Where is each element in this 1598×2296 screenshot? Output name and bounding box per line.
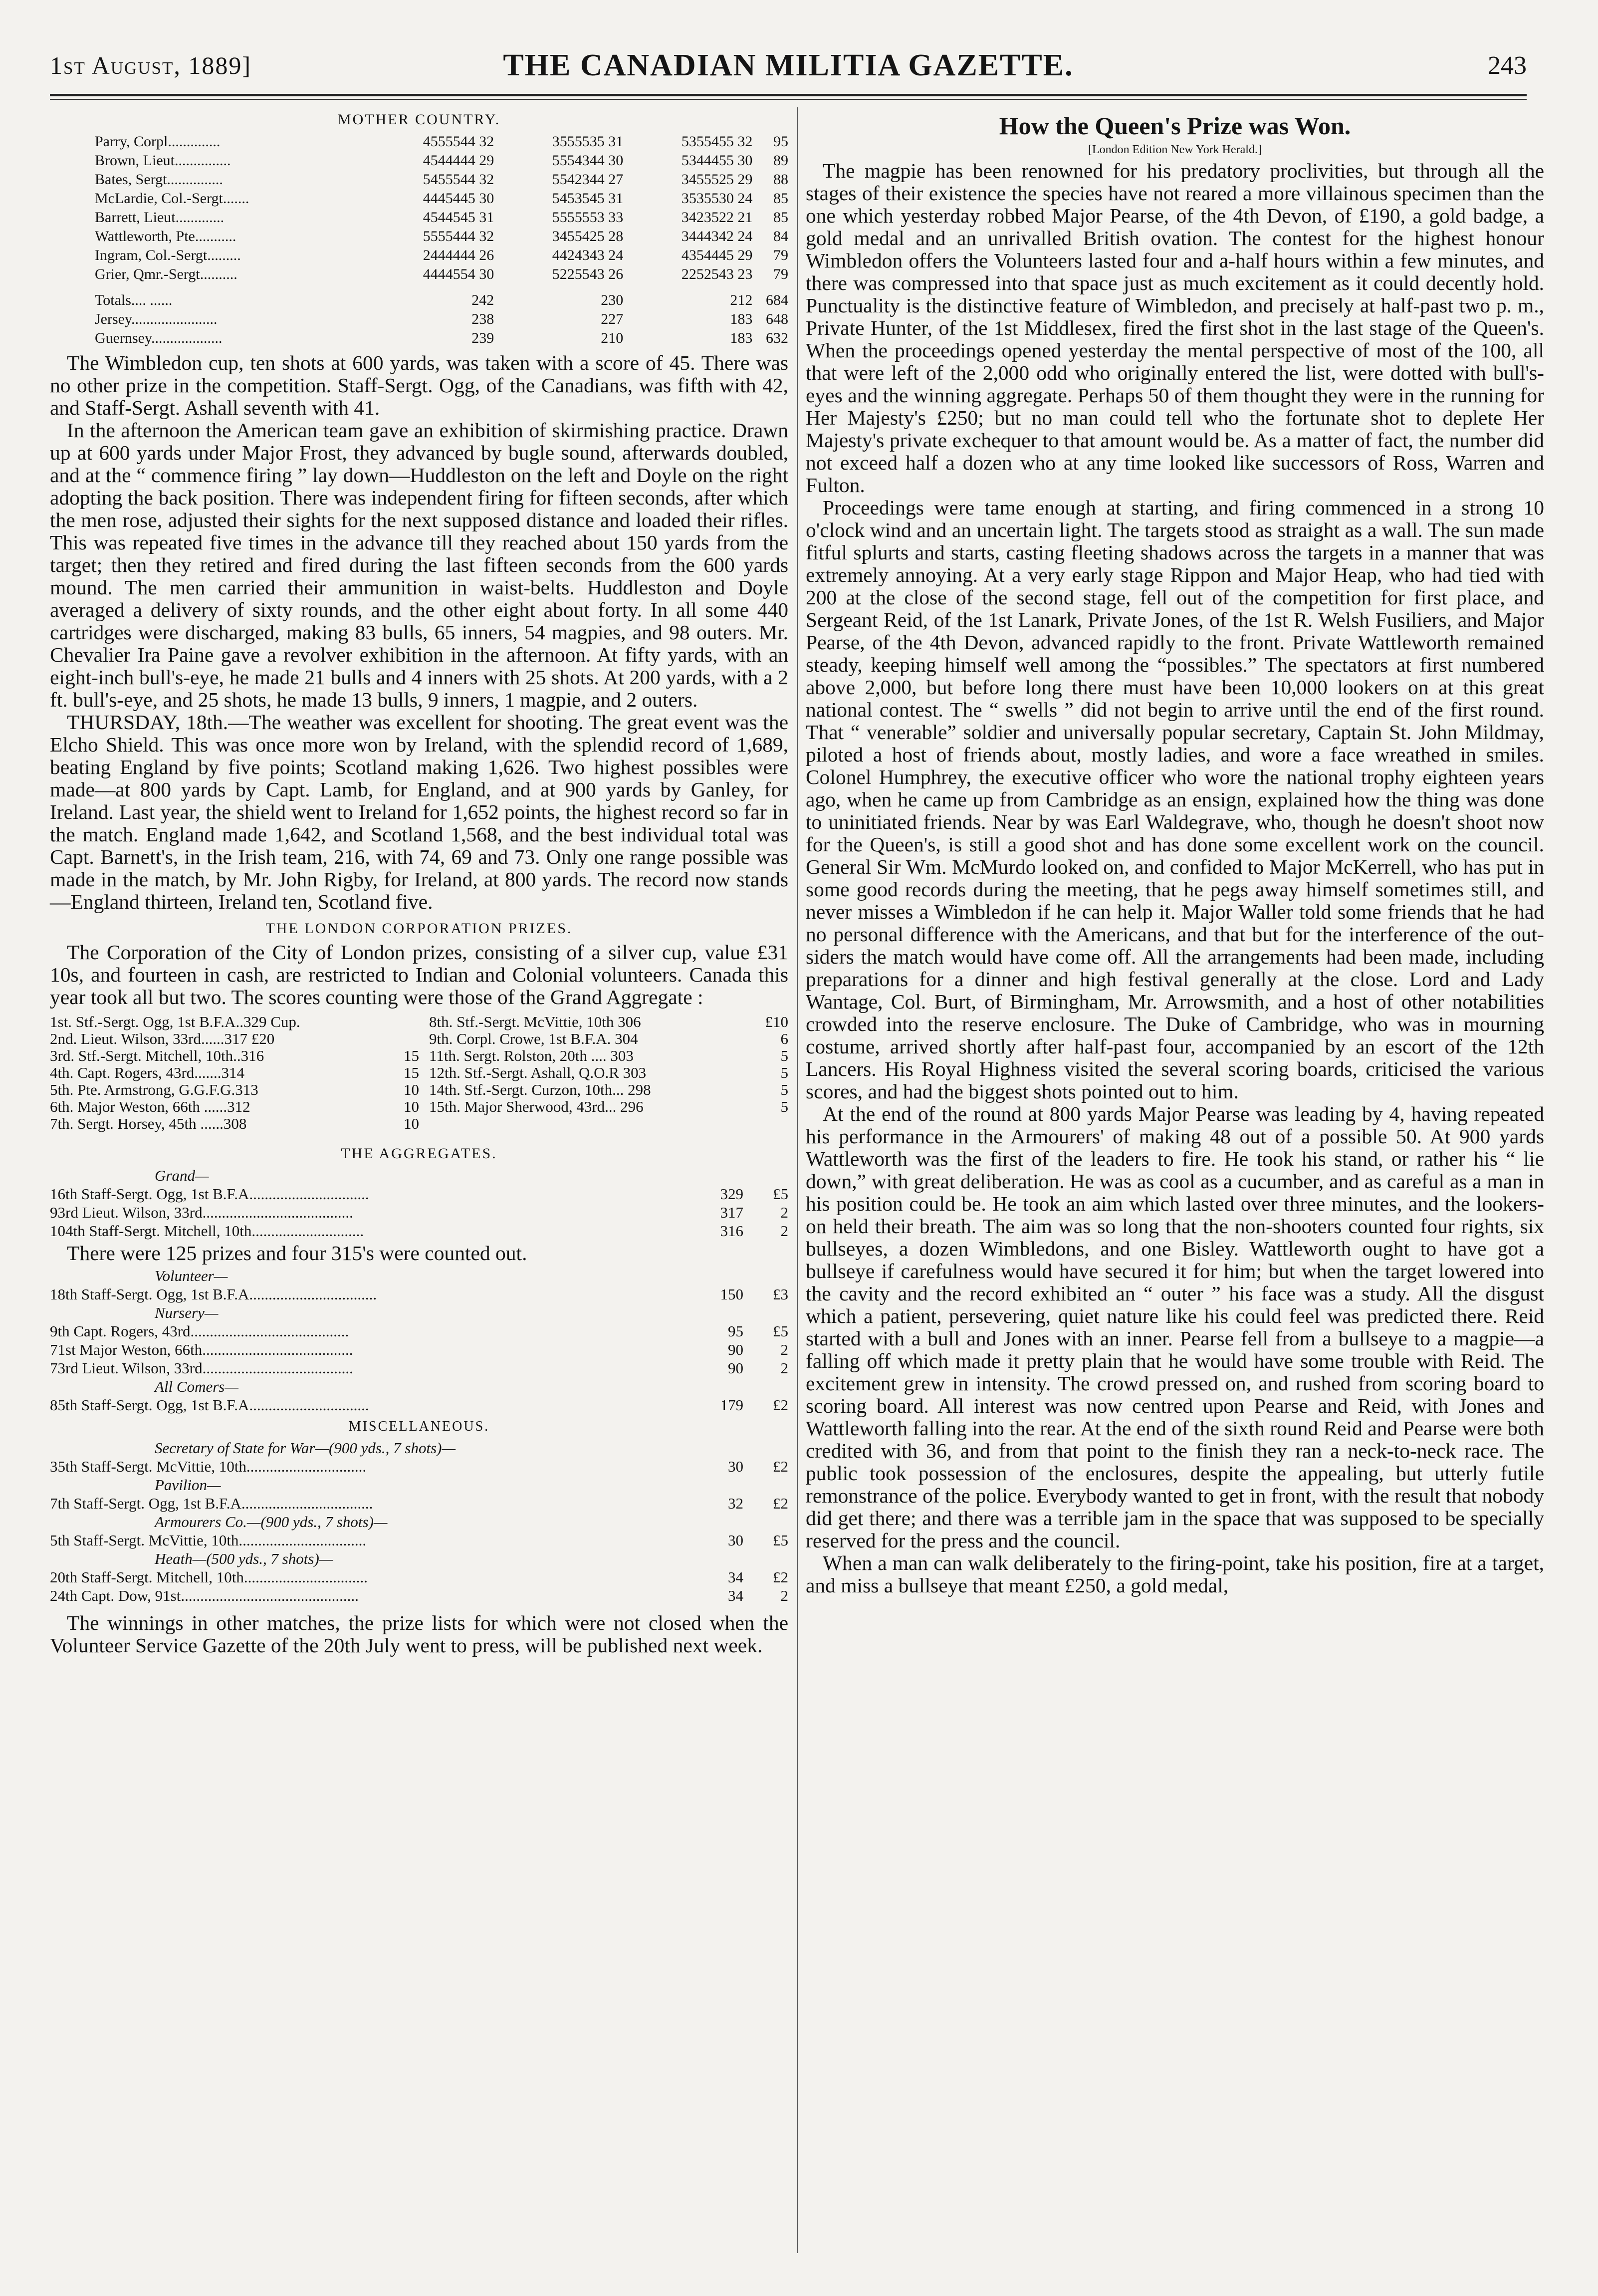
score-cell: 230 [601,292,624,308]
right-column [806,102,1544,2258]
score-cell: Totals.... ...... [95,292,173,308]
aggregate-prize: £5 [773,1185,788,1203]
score-cell: 4444554 30 [423,266,494,282]
score-cell: Bates, Sergt............... [95,171,223,188]
score-cell: 3423522 21 [681,209,753,226]
aggregate-score: 317 [720,1204,743,1221]
score-cell: 238 [471,311,494,327]
aggregate-entry: 71st Major Weston, 66th....................................... [50,1341,353,1358]
aggregate-row [50,1457,788,1476]
score-cell: 5555444 32 [423,228,494,245]
score-cell: 4544444 29 [423,152,494,169]
score-cell: 3444342 24 [681,228,753,245]
aggregate-entry: 104th Staff-Sergt. Mitchell, 10th............................. [50,1222,364,1240]
aggregate-prize: £2 [773,1495,788,1512]
aggregate-row [50,1396,788,1414]
prize-amount: 10 [404,1081,419,1098]
score-cell: 4424343 24 [552,247,624,263]
score-cell: Brown, Lieut............... [95,152,231,169]
score-cell: Ingram, Col.-Sergt......... [95,247,241,263]
aggregate-score: 30 [728,1458,743,1475]
aggregate-score: 90 [728,1359,743,1377]
aggregate-score: 179 [720,1396,743,1414]
prize-amount: 10 [404,1098,419,1115]
score-cell: 4354445 29 [681,247,753,263]
prize-entry: 12th. Stf.-Sergt. Ashall, Q.O.R 303 [429,1064,647,1081]
prize-row [429,1064,788,1081]
score-cell: 242 [471,292,494,308]
score-cell: Parry, Corpl.............. [95,133,221,150]
score-total-row [95,310,788,329]
left-paragraph: In the afternoon the American team gave an exhibition of skirmishing practice. Drawn up at 600 yards under Major Frost, they advanced by bugle sound, afterwards doubled, and at the “ commence firing ” lay down—Huddleston on the left and Doyle on the right adopting the back position. There was independent firing for fifteen seconds, after which the men rose, adjusted their sights for the next supposed distance and loaded their rifles. This was repeated five times in the advance till they reached about 150 yards from the target; then they retired and fired during the last fifteen seconds from the 600 yards mound. The men carried their ammunition in waist-belts. Huddleston and Doyle averaged a delivery of sixty rounds, and the other eight about forty. In all some 440 cartridges were discharged, making 83 bulls, 65 inners, 54 magpies, and 98 outers. Mr. Chevalier Ira Paine gave a revolver exhibition in the afternoon. At fifty yards, with an eight-inch bull's-eye, he made 21 bulls and 4 inners with 25 shots. At 200 yards, with a 2 ft. bull's-eye, and 25 shots, he made 13 bulls, 9 inners, 1 magpie, and 2 outers. [50,419,788,711]
aggregate-label: Pavilion— [155,1476,221,1494]
aggregate-prize: 2 [780,1587,788,1604]
article-paragraph: The magpie has been renowned for his predatory proclivities, but through all the stages of their existence the species have not reared a more villainous specimen than the one which yesterday robbed Major Pearse, of the 4th Devon, of £190, a gold badge, a gold medal and an unrivalled British ovation. The contest for the highest honour Wimbledon offers the Volunteers lasted four and a-half hours within a few minutes, and there was compressed into that space just as much excitement as it could decently hold. Punctuality is the distinctive feature of Wimbledon, and precisely at half-past two p. m., Private Hunter, of the 1st Middlesex, fired the first shot in the last stage of the Queen's. When the proceedings opened yesterday the mental perspective of most of the 100, all that were left of the 2,000 odd who originally entered the list, were dotted with bull's-eyes and the winning aggregate. Perhaps 50 of them thought they were in the running for Her Majesty's £250; but no man could tell who the fortunate shot to deplete Her Majesty's private exchequer to that amount would be. As a matter of fact, the number did not exceed half a dozen who at any time looked like successors of Ross, Warren and Fulton. [806,159,1544,497]
aggregate-score: 329 [720,1185,743,1203]
score-row [95,265,788,284]
left-paragraph: The Wimbledon cup, ten shots at 600 yards, was taken with a score of 45. There was no other prize in the competition. Staff-Sergt. Ogg, of the Canadians, was fifth with 42, and Staff-Sergt. Ashall seventh with 41. [50,351,788,419]
aggregate-row [50,1359,788,1377]
score-row [95,151,788,170]
prize-entry: 3rd. Stf.-Sergt. Mitchell, 10th..316 [50,1047,264,1064]
aggregate-prize: £2 [773,1568,788,1586]
aggregate-entry: 20th Staff-Sergt. Mitchell, 10th................................ [50,1568,368,1586]
prize-amount: £10 [765,1013,788,1030]
prize-row [50,1098,419,1115]
score-cell: 3455425 28 [552,228,624,245]
score-total-row [95,329,788,348]
score-cell: 2444444 26 [423,247,494,263]
aggregate-prize: £2 [773,1458,788,1475]
prize-list-left [50,1014,419,1132]
score-row [95,189,788,208]
aggregate-prize: 2 [780,1222,788,1240]
prize-row [50,1014,419,1030]
score-cell: 5542344 27 [552,171,624,188]
article-paragraph: At the end of the round at 800 yards Major Pearse was leading by 4, having repeated his performance in the Armourers' of making 48 out of a possible 50. At 900 yards Wattleworth was the first of the leaders to fire. He took his stand, or rather his “ lie down,” with great deliberation. He was as cool as a cucumber, and as careful as a man in his position could be. He took an aim which lasted over three minutes, and the lookers-on held their breath. The aim was so long that the non-shooters counted four rights, six bullseyes, a dozen Wimbledons, and one Bisley. Wattleworth ought to have got a bullseye if carefulness would have secured it for him; but when the target lowered into the cavity and the record exhibited an “ outer ” his face was a study. All the disgust which a patient, persevering, quiet nature like his could feel was predicted there. Reid started with a bull and Jones with an inner. Pearse fell from a bullseye to a magpie—a falling off which made it pretty plain that he would have some trouble with Reid. The excitement grew in intensity. The crowd pressed on, and rushed from scoring board to scoring board. All interest was now centred upon Pearse and Reid, with Jones and Wattleworth falling into the rear. At the end of the sixth round Reid and Pearse were both credited with 36, and from that point to the finish they ran a neck-to-neck race. The public took possession of the enclosures, despite the appealing, but utterly futile remonstrance of the police. Everybody wanted to get in front, with the result that nobody did get there; and there was a terrible jam in the space that was supposed to be specially reserved for the press and the council. [806,1102,1544,1552]
score-cell: 79 [773,247,788,263]
score-cell: 89 [773,152,788,169]
aggregate-row [50,1222,788,1240]
score-cell: 3555535 31 [552,133,624,150]
aggregate-row [50,1586,788,1605]
header-title: THE CANADIAN MILITIA GAZETTE. [503,48,1074,82]
aggregates-heading: THE AGGREGATES. [341,1145,497,1162]
header-date: 1st August, 1889] [50,51,252,79]
score-cell: 212 [730,292,753,308]
prize-amount: 5 [780,1047,788,1064]
article-paragraph: Proceedings were tame enough at starting, and firing commenced in a strong 10 o'clock wind and an uncertain light. The targets stood as straight as a wall. The sun made fitful splurts and starts, casting fleeting shadows across the targets in a manner that was extremely annoying. At a very early stage Rippon and Major Heap, who had tied with 200 at the close of the second stage, fell out of the competition for first place, and Sergeant Reid, of the 1st Lanark, Private Jones, of the 1st R. Welsh Fusiliers, and Major Pearse, of the 4th Devon, advanced rapidly to the front. Private Wattleworth remained steady, keeping himself well among the “possibles.” The spectators at first numbered above 2,000, but before long there must have been 10,000 lookers on at this great national contest. The “ swells ” did not begin to arrive until the end of the first round. That “ venerable” soldier and universally popular secretary, Captain St. John Mildmay, piloted a host of friends about, mostly ladies, and wore a face wreathed in smiles. Colonel Humphrey, the executive officer who wore the national trophy eighteen years ago, when he came up from Cambridge as an ensign, explained how the thing was done to uninitiated friends. Near by was Earl Waldegrave, who, though he doesn't shoot now for the Queen's, is still a good shot and has done some excellent work on the council. General Sir Wm. McMurdo looked on, and confided to Major McKerrell, who has put in some good records during the meeting, that he pegs away himself sometimes still, and never misses a Wimbledon if he can help it. Major Waller told some friends that he had no personal difference with the Americans, and that but for the interference of the out-siders the match would have come off. All the arrangements had been made, including preparations for a dinner and high festival generally at the close. Lord and Lady Wantage, Col. Burt, of Birmingham, Mr. Arrowsmith, and a host of other notabilities crowded into the reserve enclosure. The Duke of Cambridge, who was in mourning costume, arrived shortly after half-past four, accompanied by an escort of the 12th Lancers. His Royal Highness visited the several scoring boards, criticised the various scores, and had the biggest shots pointed out to him. [806,496,1544,1103]
aggregate-prize: £3 [773,1285,788,1303]
prize-row [429,1098,788,1115]
aggregate-row [50,1494,788,1513]
aggregate-score: 34 [728,1587,743,1604]
aggregate-row [50,1568,788,1586]
score-cell: Grier, Qmr.-Sergt.......... [95,266,237,282]
score-cell: 5455544 32 [423,171,494,188]
score-cell: 5555553 33 [552,209,624,226]
prize-amount: 5 [780,1081,788,1098]
aggregate-label: Secretary of State for War—(900 yds., 7 shots)— [155,1439,456,1457]
prize-amount: 5 [780,1098,788,1115]
aggregate-label: MISCELLANEOUS. [348,1419,490,1434]
score-total-row [95,291,788,310]
score-cell: 95 [773,133,788,150]
aggregate-entry: 85th Staff-Sergt. Ogg, 1st B.F.A............................... [50,1396,369,1414]
score-cell: 239 [471,330,494,346]
prize-row [50,1081,419,1098]
score-row [95,170,788,189]
aggregate-label: Grand— [155,1167,209,1184]
score-cell: 2252543 23 [681,266,753,282]
aggregate-label: Armourers Co.—(900 yds., 7 shots)— [155,1513,388,1531]
page-number: 243 [1488,51,1527,80]
mother-country-table [95,132,788,348]
score-cell: 5344455 30 [681,152,753,169]
aggregate-label: Volunteer— [155,1267,228,1284]
left-paragraph: THURSDAY, 18th.—The weather was excellent for shooting. The great event was the Elcho Shield. This was once more won by Ireland, with the splendid record of 1,689, beating England by five points; Scotland making 1,626. Two highest possibles were made—at 800 yards by Capt. Lamb, for England, and at 900 yards by Ganley, for Ireland. Last year, the shield went to Ireland for 1,652 points, the highest record so far in the match. England made 1,642, and Scotland 1,568, and the best individual total was Capt. Barnett's, in the Irish team, 216, with 74, 69 and 73. Only one range possible was made in the match, by Mr. John Rigby, for Ireland, at 800 yards. The record now stands—England thirteen, Ireland ten, Scotland five. [50,711,788,913]
score-cell: 4445445 30 [423,190,494,207]
article-source: [London Edition New York Herald.] [1088,143,1262,156]
aggregate-prize: £2 [773,1396,788,1414]
score-cell: 3535530 24 [681,190,753,207]
score-cell: Jersey....................... [95,311,218,327]
aggregate-row [50,1322,788,1340]
prize-amount [384,1014,419,1030]
score-cell: 684 [766,292,788,308]
article-paragraph: When a man can walk deliberately to the firing-point, take his position, fire at a target, and miss a bullseye that meant £250, a gold medal, [806,1551,1544,1597]
header-rule [50,94,1527,96]
score-cell: 85 [773,209,788,226]
score-row [95,246,788,265]
corporation-prize-list [50,1014,788,1143]
prize-entry: 1st. Stf.-Sergt. Ogg, 1st B.F.A..329 Cup. [50,1013,300,1030]
aggregates-list [50,1166,788,1605]
prize-entry: 9th. Corpl. Crowe, 1st B.F.A. 304 [429,1030,638,1047]
aggregate-label: Nursery— [155,1304,219,1321]
score-cell: 84 [773,228,788,245]
london-prizes-para: The Corporation of the City of London prizes, consisting of a silver cup, value £31 10s, and fourteen in cash, are restricted to Indian and Colonial volunteers. Canada this year took all but two. The scores counting were those of the Grand Aggregate : [50,941,788,1009]
prize-entry: 6th. Major Weston, 66th ......312 [50,1098,250,1115]
score-cell: 5554344 30 [552,152,624,169]
aggregate-entry: 9th Capt. Rogers, 43rd......................................... [50,1322,349,1340]
prize-row [50,1030,419,1047]
prize-entry: 14th. Stf.-Sergt. Curzon, 10th... 298 [429,1081,651,1098]
aggregate-score: 95 [728,1322,743,1340]
score-row [95,208,788,227]
score-row [95,132,788,151]
prize-entry: 4th. Capt. Rogers, 43rd.......314 [50,1064,245,1081]
aggregate-entry: 24th Capt. Dow, 91st.............................................. [50,1587,359,1604]
prize-entry: 8th. Stf.-Sergt. McVittie, 10th 306 [429,1013,641,1030]
prize-amount: 15 [404,1047,419,1064]
score-cell: 5453545 31 [552,190,624,207]
article-title: How the Queen's Prize was Won. [999,112,1351,140]
prize-row [429,1030,788,1047]
left-column [50,102,788,2258]
aggregate-prize: £5 [773,1531,788,1549]
aggregate-score: 316 [720,1222,743,1240]
prize-row [50,1115,419,1132]
mother-country-heading: MOTHER COUNTRY. [337,111,501,128]
aggregate-note: There were 125 prizes and four 315's were counted out. [67,1242,527,1265]
score-cell: Wattleworth, Pte........... [95,228,236,245]
score-cell: 183 [730,330,753,346]
column-separator [797,107,798,2253]
prize-row [429,1014,788,1030]
aggregate-entry: 7th Staff-Sergt. Ogg, 1st B.F.A.................................. [50,1495,373,1512]
spacer [95,284,788,291]
score-row [95,227,788,246]
prize-row [50,1064,419,1081]
article-body [806,160,1544,1597]
score-cell: 210 [601,330,624,346]
aggregate-row [50,1285,788,1303]
prize-entry: 5th. Pte. Armstrong, G.G.F.G.313 [50,1081,258,1098]
prize-entry: 15th. Major Sherwood, 43rd... 296 [429,1098,644,1115]
aggregate-score: 150 [720,1285,743,1303]
aggregate-score: 34 [728,1568,743,1586]
prize-list-right [429,1014,788,1115]
score-cell: 227 [601,311,624,327]
prize-row [429,1081,788,1098]
left-paragraphs [50,352,788,913]
aggregate-prize: 2 [780,1359,788,1377]
aggregate-entry: 35th Staff-Sergt. McVittie, 10th............................... [50,1458,367,1475]
prize-entry: 2nd. Lieut. Wilson, 33rd......317 £20 [50,1030,275,1047]
aggregate-entry: 16th Staff-Sergt. Ogg, 1st B.F.A............................... [50,1185,369,1203]
score-cell: 3455525 29 [681,171,753,188]
score-cell: McLardie, Col.-Sergt....... [95,190,249,207]
score-cell: 4555544 32 [423,133,494,150]
prize-entry: 7th. Sergt. Horsey, 45th ......308 [50,1115,247,1132]
aggregate-entry: 5th Staff-Sergt. McVittie, 10th................................. [50,1531,367,1549]
score-cell: 183 [730,311,753,327]
aggregate-row [50,1203,788,1222]
score-cell: Guernsey................... [95,330,223,346]
aggregate-prize: £5 [773,1322,788,1340]
page-header [50,46,1527,91]
aggregate-entry: 18th Staff-Sergt. Ogg, 1st B.F.A................................. [50,1285,377,1303]
prize-amount [384,1030,419,1047]
prize-amount: 6 [780,1030,788,1047]
aggregate-prize: 2 [780,1341,788,1358]
score-cell: 5225543 26 [552,266,624,282]
prize-row [50,1047,419,1064]
header-rule-thin [50,99,1527,100]
score-cell: 632 [766,330,788,346]
aggregate-score: 32 [728,1495,743,1512]
aggregate-row [50,1531,788,1549]
closing-para: The winnings in other matches, the prize lists for which were not closed when the Volunteer Service Gazette of the 20th July went to press, will be published next week. [50,1611,788,1657]
aggregate-label: All Comers— [155,1378,238,1395]
score-cell: Barrett, Lieut............. [95,209,225,226]
aggregate-score: 90 [728,1341,743,1358]
score-cell: 5355455 32 [681,133,753,150]
score-cell: 4544545 31 [423,209,494,226]
prize-amount: 10 [404,1115,419,1132]
aggregate-label: Heath—(500 yds., 7 shots)— [155,1550,333,1567]
prize-row [429,1047,788,1064]
aggregate-row [50,1185,788,1203]
prize-amount: 15 [404,1064,419,1081]
score-cell: 85 [773,190,788,207]
score-cell: 79 [773,266,788,282]
aggregate-row [50,1340,788,1359]
london-prizes-heading: THE LONDON CORPORATION PRIZES. [265,920,573,937]
aggregate-score: 30 [728,1531,743,1549]
score-cell: 648 [766,311,788,327]
score-cell: 88 [773,171,788,188]
prize-amount: 5 [780,1064,788,1081]
aggregate-prize: 2 [780,1204,788,1221]
aggregate-entry: 73rd Lieut. Wilson, 33rd....................................... [50,1359,353,1377]
aggregate-entry: 93rd Lieut. Wilson, 33rd....................................... [50,1204,353,1221]
prize-entry: 11th. Sergt. Rolston, 20th .... 303 [429,1047,634,1064]
